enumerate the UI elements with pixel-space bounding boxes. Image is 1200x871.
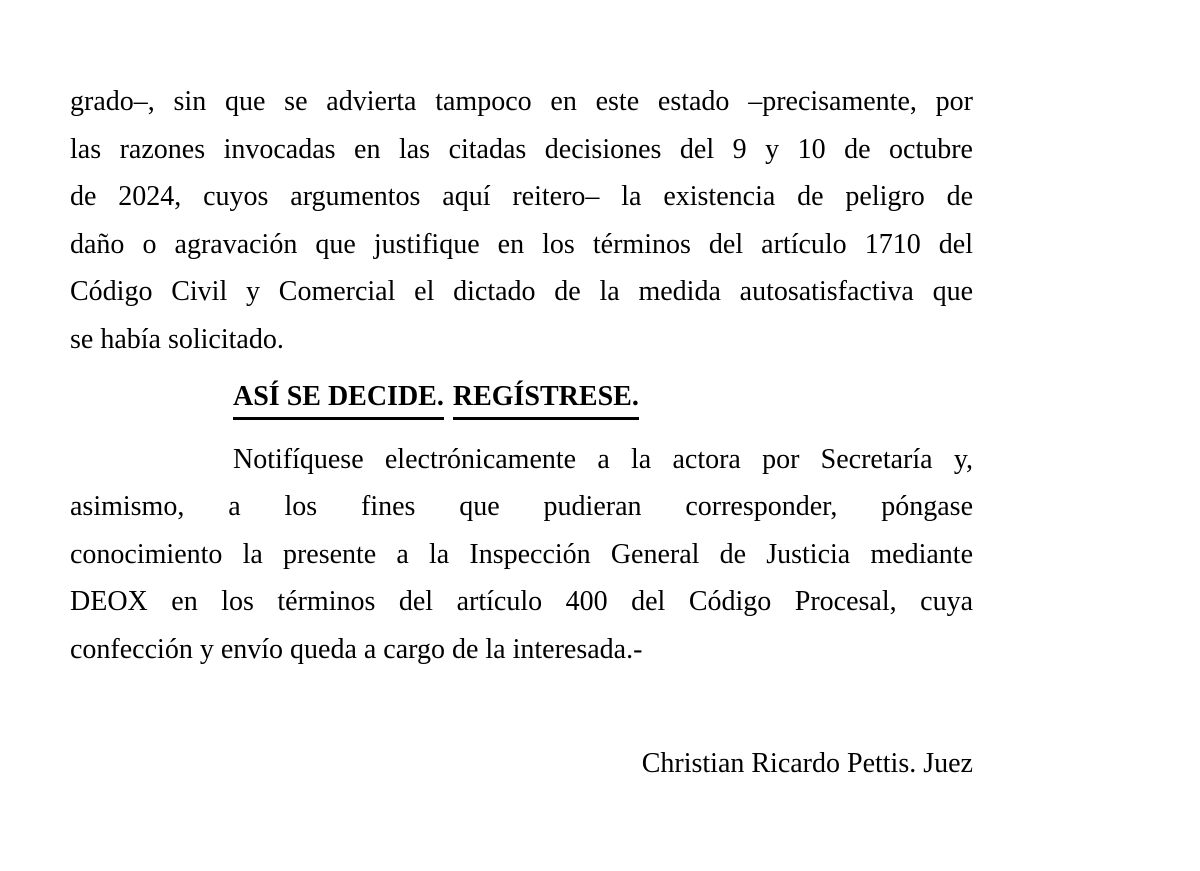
document-text-block bbox=[70, 78, 973, 788]
body-paragraph-line: las razones invocadas en las citadas decisiones del 9 y 10 de octubre bbox=[70, 133, 973, 165]
body-paragraph-line: grado–, sin que se advierta tampoco en este estado –precisamente, por bbox=[70, 86, 973, 117]
decision-heading-registrese: REGÍSTRESE. bbox=[453, 378, 639, 420]
body-paragraph-line: daño o agravación que justifique en los términos del artículo 1710 del bbox=[70, 228, 973, 260]
judge-signature: Christian Ricardo Pettis. Juez bbox=[641, 748, 973, 779]
body-paragraph bbox=[70, 78, 973, 363]
notification-paragraph-line: Notifíquese electrónicamente a la actora por Secretaría y, bbox=[233, 443, 973, 475]
notification-paragraph-line: conocimiento la presente a la Inspección General de Justicia mediante bbox=[70, 538, 973, 570]
body-paragraph-line: se había solicitado. bbox=[70, 323, 284, 355]
decision-heading-decide: ASÍ SE DECIDE. bbox=[233, 378, 444, 420]
notification-paragraph-line: asimismo, a los fines que pudieran corresponder, póngase bbox=[70, 491, 973, 522]
notification-paragraph-line: DEOX en los términos del artículo 400 del Código Procesal, cuya bbox=[70, 586, 973, 617]
body-paragraph-line: Código Civil y Comercial el dictado de la medida autosatisfactiva que bbox=[70, 276, 973, 307]
body-paragraph-line: de 2024, cuyos argumentos aquí reitero– la existencia de peligro de bbox=[70, 181, 973, 212]
notification-paragraph-line: confección y envío queda a cargo de la interesada.- bbox=[70, 633, 643, 665]
notification-paragraph bbox=[70, 436, 973, 674]
decision-heading bbox=[233, 373, 973, 421]
